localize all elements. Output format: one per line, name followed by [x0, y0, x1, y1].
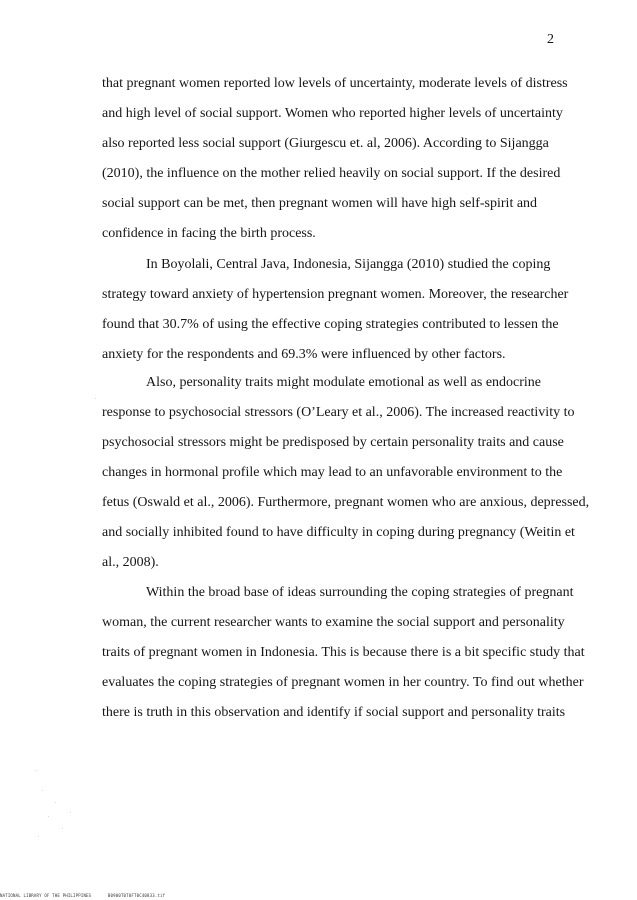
footer-library-name: NATIONAL LIBRARY OF THE PHILIPPINES: [0, 893, 92, 898]
text-line: social support can be met, then pregnant women will have high self-spirit and: [102, 196, 538, 211]
text-line: al., 2008).: [102, 555, 159, 570]
scan-footer: [0, 893, 165, 898]
text-line: response to psychosocial stressors (O’Leary et al., 2006). The increased reactivity to: [102, 405, 575, 420]
text-line: Also, personality traits might modulate emotional as well as endocrine: [146, 375, 542, 390]
text-line: also reported less social support (Giurgescu et. al, 2006). According to Sijangga: [102, 136, 549, 151]
text-line: (2010), the influence on the mother relied heavily on social support. If the desired: [102, 166, 561, 181]
text-line: and socially inhibited found to have difficulty in coping during pregnancy (Weitin et: [102, 525, 575, 540]
text-line: anxiety for the respondents and 69.3% were influenced by other factors.: [102, 347, 506, 362]
text-line: psychosocial stressors might be predisposed by certain personality traits and cause: [102, 435, 564, 450]
text-line: strategy toward anxiety of hypertension pregnant women. Moreover, the researcher: [102, 287, 569, 302]
text-line: and high level of social support. Women who reported higher levels of uncertainty: [102, 106, 563, 121]
scan-speckle: [48, 816, 49, 817]
scan-speckle: [70, 812, 71, 813]
scan-speckle: [38, 836, 39, 837]
text-line: fetus (Oswald et al., 2006). Furthermore, pregnant women who are anxious, depressed,: [102, 495, 590, 510]
scan-speckle: [42, 790, 43, 791]
text-line: In Boyolali, Central Java, Indonesia, Sijangga (2010) studied the coping: [146, 257, 551, 272]
text-line: confidence in facing the birth process.: [102, 226, 316, 241]
text-line: Within the broad base of ideas surrounding the coping strategies of pregnant: [146, 585, 574, 600]
scan-speckle: [95, 398, 96, 399]
scan-speckle: [55, 802, 56, 803]
text-line: evaluates the coping strategies of pregnant women in her country. To find out whether: [102, 675, 584, 690]
scan-speckle: [36, 770, 37, 771]
text-line: there is truth in this observation and identify if social support and personality traits: [102, 705, 566, 720]
footer-file-id: B0900T0T0FT0C40833.tif: [107, 893, 166, 898]
text-line: that pregnant women reported low levels of uncertainty, moderate levels of distress: [102, 76, 568, 91]
page-number: 2: [547, 32, 554, 47]
scan-speckle: [62, 828, 63, 829]
text-line: found that 30.7% of using the effective coping strategies contributed to lessen the: [102, 317, 559, 332]
text-line: traits of pregnant women in Indonesia. This is because there is a bit specific study that: [102, 645, 585, 660]
text-line: changes in hormonal profile which may lead to an unfavorable environment to the: [102, 465, 563, 480]
text-line: woman, the current researcher wants to examine the social support and personality: [102, 615, 565, 630]
